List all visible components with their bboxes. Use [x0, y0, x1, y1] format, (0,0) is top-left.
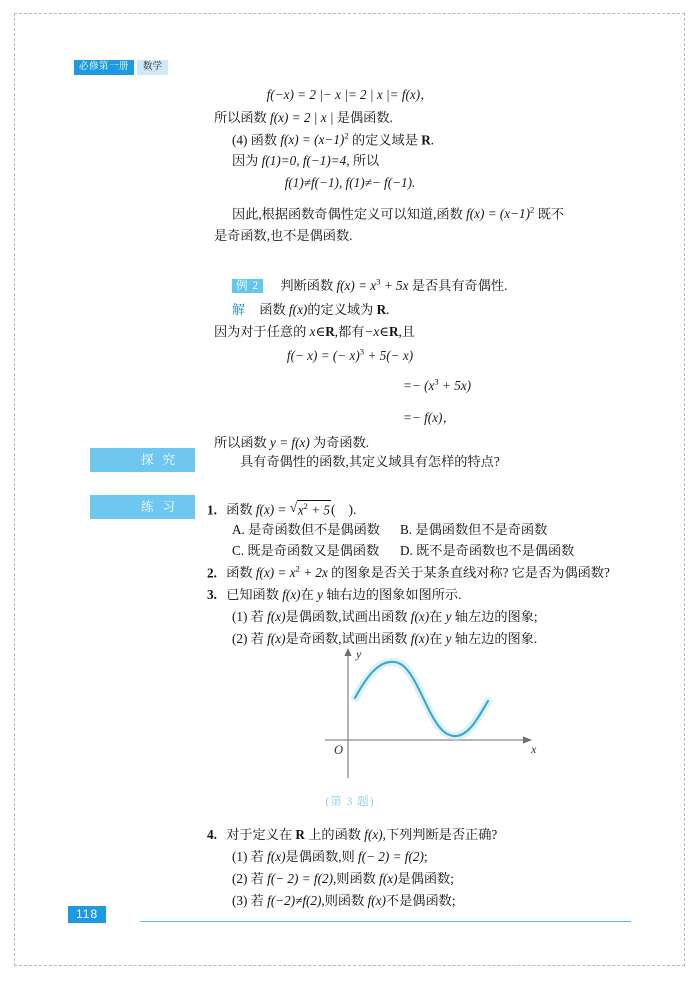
- formula-neq: f(1)≠f(−1), f(1)≠− f(−1).: [284, 175, 416, 190]
- header-subject-label: 数学: [137, 60, 168, 75]
- example-2-formula-3: =− f(x)，: [403, 410, 456, 425]
- practice-item-1-option-a: A. 是奇函数但不是偶函数: [232, 522, 380, 537]
- footer-rule: [140, 921, 631, 922]
- header-book-label: 必修第一册: [74, 60, 134, 75]
- figure-caption: (第 3 题): [325, 796, 375, 808]
- example-2-solution-line-1: 解 函数 f(x)的定义域为 R.: [232, 302, 390, 317]
- practice-item-1-option-b: B. 是偶函数但不是奇函数: [400, 522, 548, 537]
- example-2-conclusion: 所以函数 y = f(x) 为奇函数.: [214, 435, 370, 450]
- practice-item-3-sub-2: (2) 若 f(x)是奇函数,试画出函数 f(x)在 y 轴左边的图象.: [232, 631, 538, 646]
- line-therefore-b: 是奇函数,也不是偶函数.: [214, 228, 353, 243]
- page-number: 118: [68, 906, 106, 923]
- section-label-explore: 探究: [90, 448, 195, 472]
- y-axis-arrow: [344, 648, 351, 656]
- running-header: [74, 60, 168, 75]
- formula-top: f(−x) = 2 |− x |= 2 | x |= f(x)，: [266, 87, 434, 102]
- practice-item-4: 4. 对于定义在 R 上的函数 f(x),下列判断是否正确?: [207, 827, 498, 842]
- example-2-formula-1: f(− x) = (− x)$^3$ + 5(− x): [286, 347, 414, 364]
- practice-item-2-number: 2.: [207, 565, 217, 581]
- line-so-even: 所以函数 f(x) = 2 | x | 是偶函数.: [214, 110, 393, 125]
- origin-label: O: [334, 743, 344, 757]
- practice-item-1-option-c: C. 既是奇函数又是偶函数: [232, 543, 380, 558]
- line-therefore-a: 因此,根据函数奇偶性定义可以知道,函数 $f(x) = (x-1)^2$ 既不: [232, 205, 565, 222]
- example-badge: 例 2: [232, 279, 263, 293]
- solution-mark: 解: [232, 302, 246, 317]
- line-because: 因为 f(1)=0, f(−1)=4, 所以: [232, 153, 380, 168]
- practice-item-1-number: 1.: [207, 502, 217, 518]
- practice-item-4-sub-3: (3) 若 f(−2)≠f(2),则函数 f(x)不是偶函数;: [232, 893, 456, 908]
- practice-item-2: 2. 函数 $f(x) = x^2 + 2x$ 的图象是否关于某条直线对称? 它是否为偶函数?: [207, 564, 610, 581]
- curve-glow: [355, 662, 488, 736]
- practice-item-4-sub-2: (2) 若 f(− 2) = f(2),则函数 f(x)是偶函数;: [232, 871, 454, 886]
- practice-item-3-number: 3.: [207, 587, 217, 602]
- example-2-solution-line-2: 因为对于任意的 x∈R,都有−x∈R,且: [214, 324, 415, 339]
- line-item-4: (4) 函数 $f(x) = (x-1)^2$ 的定义域是 R.: [232, 131, 435, 148]
- example-2-formula-2: =− $(x^3 + 5x)$: [403, 377, 472, 394]
- practice-item-1: 1. 函数 f(x) = √ $x^2 + 5$( ).: [207, 500, 356, 519]
- explore-question: 具有奇偶性的函数,其定义域具有怎样的特点?: [240, 454, 500, 469]
- x-axis-label: x: [531, 742, 537, 756]
- practice-item-1-option-d: D. 既不是奇函数也不是偶函数: [400, 543, 575, 558]
- figure-svg: [325, 648, 540, 783]
- practice-item-3-sub-1: (1) 若 f(x)是偶函数,试画出函数 f(x)在 y 轴左边的图象;: [232, 609, 538, 624]
- practice-item-4-sub-1: (1) 若 f(x)是偶函数,则 f(− 2) = f(2);: [232, 849, 428, 864]
- section-label-practice: 练习: [90, 495, 195, 519]
- practice-item-4-number: 4.: [207, 827, 217, 842]
- example-2-heading: 例 2 判断函数 $f(x) = x^3 + 5x$ 是否具有奇偶性.: [232, 277, 507, 295]
- y-axis-label: y: [356, 648, 362, 661]
- practice-item-3: 3. 已知函数 f(x)在 y 轴右边的图象如图所示.: [207, 587, 462, 602]
- figure-question-3: [325, 648, 540, 788]
